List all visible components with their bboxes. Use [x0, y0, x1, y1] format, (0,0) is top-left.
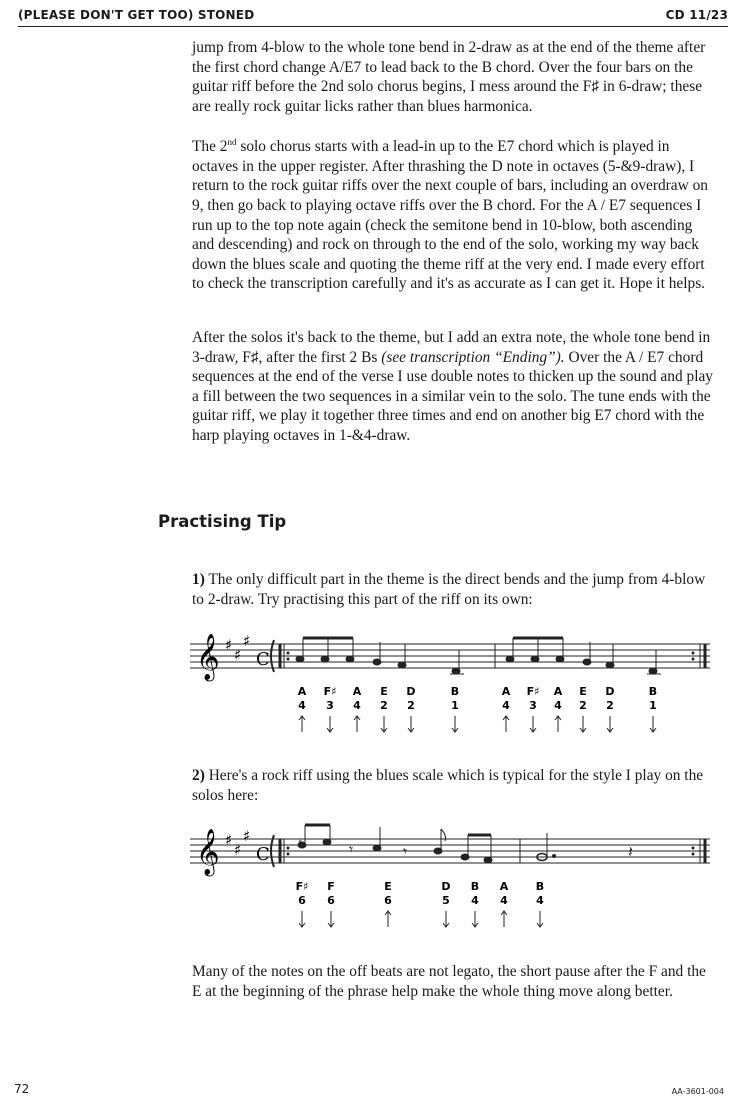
tab-note: B: [648, 685, 658, 698]
paragraph-3-start: After the solos it's back to the theme, but I add an extra note, the whole tone bend in 3-draw, F♯, after the first 2 Bs: [192, 329, 711, 366]
paragraph-3-italic: (see transcription “Ending”).: [381, 348, 565, 366]
tab-note: E: [384, 880, 392, 893]
eighth-rest-icon: 𝄾: [349, 842, 354, 859]
tab-note: F♯: [323, 685, 337, 698]
draw-arrow-icon: [408, 716, 414, 732]
tab-note: A: [501, 685, 511, 698]
music-staff-1: [190, 620, 716, 740]
tab-hole: 3: [529, 699, 537, 712]
draw-arrow-icon: [580, 716, 586, 732]
tab-note: D: [406, 685, 416, 698]
paragraph-2: [192, 133, 714, 294]
tab-note: B: [450, 685, 460, 698]
quarter-rest-icon: 𝄽: [628, 844, 633, 861]
key-signature: [225, 632, 250, 664]
tab-note: E: [380, 685, 388, 698]
blow-arrow-icon: [503, 716, 509, 732]
treble-clef-icon: 𝄞: [196, 829, 220, 875]
page-number: 72: [14, 1082, 30, 1096]
blow-arrow-icon: [299, 716, 305, 732]
running-header: [18, 8, 728, 27]
tab-hole: 4: [536, 894, 544, 907]
tab-note: A: [499, 880, 509, 893]
paragraph-2-body: solo chorus starts with a lead-in up to the E7 chord which is played in octaves in the upper register. After thrashing the D note in octaves (5-&9-draw), I return to the rock guitar riffs over the next couple of bars, including an overdraw on 9, then go back to playing octave riffs over the B chord. For the A / E7 sequences I run up to the top note again (check the semitone bend in 10-blow, both ascending and descending) and rock on through to the end of the solo, working my way back down the blues scale and quoting the theme riff at the very end. I made every effort to check the transcription carefully and it's as accurate as I can get it. Hope it helps.: [192, 138, 708, 293]
draw-arrow-icon: [530, 716, 536, 732]
tab-hole: 4: [298, 699, 306, 712]
tab-hole: 4: [353, 699, 361, 712]
tab-hole: 6: [298, 894, 306, 907]
tab-hole: 2: [579, 699, 587, 712]
tip-2: [192, 766, 714, 805]
tab-hole: 1: [649, 699, 657, 712]
draw-arrow-icon: [650, 716, 656, 732]
music-staff-2: [190, 815, 716, 935]
paragraph-2-sup: nd: [227, 137, 237, 147]
tab-note: D: [441, 880, 451, 893]
draw-arrow-icon: [472, 911, 478, 927]
blow-arrow-icon: [555, 716, 561, 732]
time-signature: C: [256, 649, 270, 670]
tab-hole: 5: [442, 894, 450, 907]
tab-hole: 4: [500, 894, 508, 907]
tab-note: B: [535, 880, 545, 893]
blow-arrow-icon: [385, 911, 391, 927]
draw-arrow-icon: [328, 911, 334, 927]
tab-note: B: [470, 880, 480, 893]
svg-text:♯: ♯: [225, 636, 233, 654]
cd-track: CD 11/23: [665, 8, 728, 22]
song-title: (PLEASE DON'T GET TOO) STONED: [18, 8, 255, 22]
tab-hole: 1: [451, 699, 459, 712]
eighth-rest-icon: 𝄾: [403, 844, 408, 861]
draw-arrow-icon: [607, 716, 613, 732]
tab-note: F♯: [295, 880, 309, 893]
tip-1-number: 1): [192, 571, 205, 588]
tab-hole: 4: [471, 894, 479, 907]
tip-2-number: 2): [192, 767, 205, 784]
time-signature: C: [256, 844, 270, 865]
svg-text:♯: ♯: [234, 841, 242, 859]
tip-1: [192, 570, 714, 609]
tab-hole: 2: [407, 699, 415, 712]
svg-text:♯: ♯: [243, 632, 251, 650]
tab-note: A: [297, 685, 307, 698]
tip-1-text: The only difficult part in the theme is the direct bends and the jump from 4-blow to 2-draw. Try practising this part of the riff on its own:: [192, 571, 706, 608]
section-title: Practising Tip: [158, 512, 287, 531]
paragraph-2-lead: The 2: [192, 138, 228, 156]
svg-text:♮: ♮: [298, 836, 303, 850]
tab-note: F: [327, 880, 335, 893]
draw-arrow-icon: [381, 716, 387, 732]
svg-text:♯: ♯: [234, 646, 242, 664]
tab-note: A: [553, 685, 563, 698]
blow-arrow-icon: [501, 911, 507, 927]
svg-text:♯: ♯: [243, 827, 251, 845]
tab-note: D: [605, 685, 615, 698]
paragraph-3: [192, 328, 714, 446]
key-signature: [225, 827, 250, 859]
paragraph-1: jump from 4-blow to the whole tone bend in 2-draw as at the end of the theme after the first chord change A/E7 to lead back to the B chord. Over the four bars on the guitar riff before the 2nd solo chorus begins, I mess around the F♯ in 6-draw; these are really rock guitar licks rather than blues harmonica.: [192, 39, 706, 115]
harmonica-tab-2: [296, 880, 545, 927]
draw-arrow-icon: [537, 911, 543, 927]
draw-arrow-icon: [443, 911, 449, 927]
closing-paragraph: Many of the notes on the off beats are not legato, the short pause after the F and the E at the beginning of the phrase help make the whole thing move along better.: [192, 963, 706, 1000]
harmonica-tab-1: [298, 685, 657, 732]
treble-clef-icon: 𝄞: [196, 634, 220, 680]
tab-hole: 4: [502, 699, 510, 712]
catalog-code: AA-3601-004: [671, 1087, 724, 1096]
draw-arrow-icon: [299, 911, 305, 927]
tab-hole: 4: [554, 699, 562, 712]
tip-2-text: Here's a rock riff using the blues scale which is typical for the style I play on the solos here:: [192, 767, 704, 804]
tab-note: A: [352, 685, 362, 698]
tab-hole: 2: [606, 699, 614, 712]
draw-arrow-icon: [327, 716, 333, 732]
tab-hole: 2: [380, 699, 388, 712]
tab-note: E: [579, 685, 587, 698]
tab-hole: 6: [384, 894, 392, 907]
tab-note: F♯: [526, 685, 540, 698]
tab-hole: 6: [327, 894, 335, 907]
svg-text:♯: ♯: [225, 831, 233, 849]
draw-arrow-icon: [452, 716, 458, 732]
tab-hole: 3: [326, 699, 334, 712]
paragraph-3-end: Over the A / E7 chord sequences at the end of the verse I use double notes to thicken up the sound and play a fill between the two sequences in a similar vein to the solo. The tune ends with the guitar riff, we play it together three times and end on another big E7 chord with the harp playing octaves in 1-&4-draw.: [192, 348, 713, 444]
blow-arrow-icon: [354, 716, 360, 732]
